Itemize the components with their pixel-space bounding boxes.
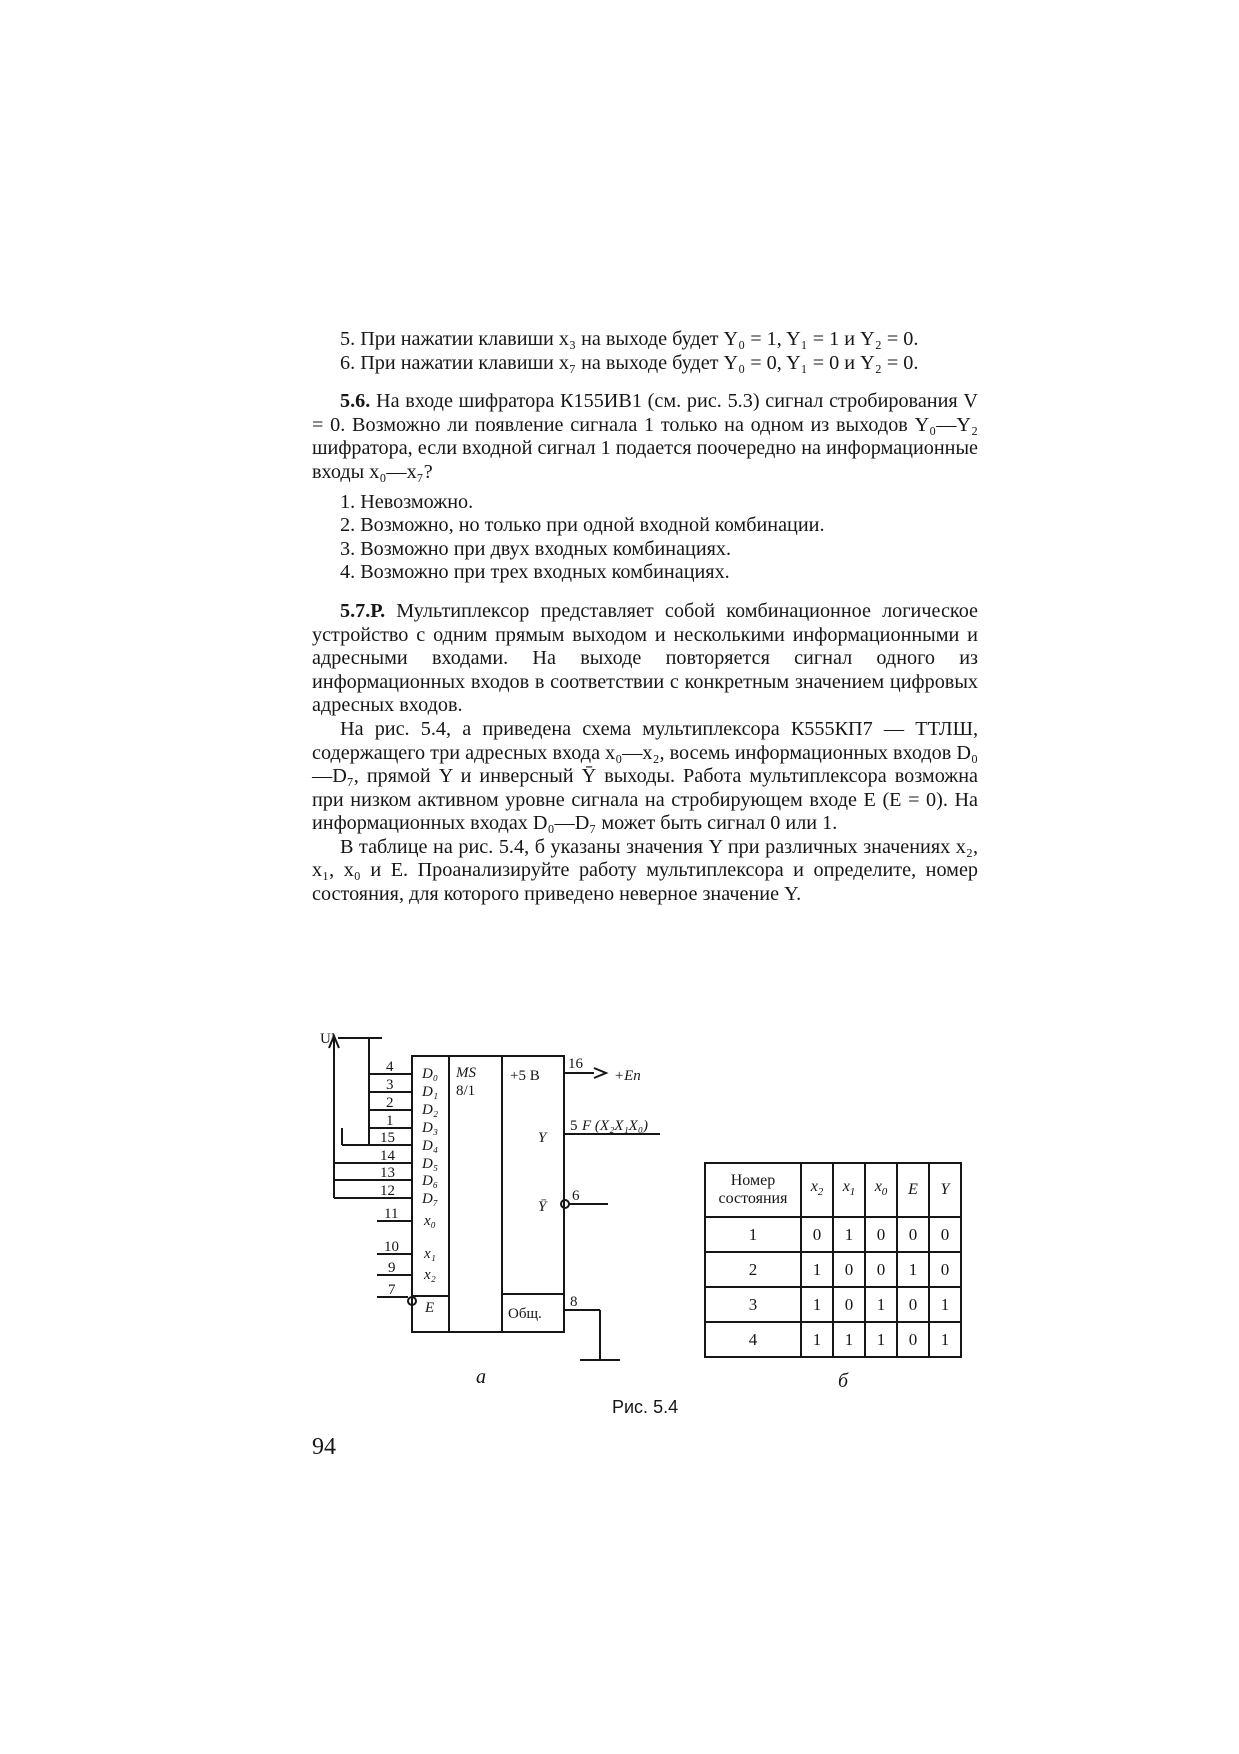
table-row — [705, 1287, 961, 1322]
page-number: 94 — [312, 1434, 336, 1460]
label-d6: D₆ — [422, 1173, 439, 1189]
col-header-e: E — [897, 1163, 929, 1217]
power-rail: +Eп — [614, 1068, 641, 1084]
table-cell: 1 — [929, 1287, 961, 1322]
answer-5: 5. При нажатии клавиши x₃ на выходе будет Y₀ = 1, Y₁ = 1 и Y₂ = 0. — [340, 328, 919, 350]
question-text: Мультиплексор представляет собой комбинационное логическое устройство с одним прямым выходом и несколькими информационными и адресными входами. На выходе повторяется сигнал одного из информационных входов в соответствии с конкретным значением цифровых адресных входов. — [312, 599, 979, 717]
col-header-x0: $x_0$ — [865, 1163, 897, 1217]
question-number: 5.7.Р. — [340, 599, 386, 622]
table-cell: 1 — [801, 1252, 833, 1287]
table-cell: 4 — [705, 1322, 801, 1357]
table-description: В таблице на рис. 5.4, б указаны значения Y при различных значениях x₂, x₁, x₀ и E. Проанализируйте работу мультиплексора и определите, номер состояния, для которого приведено неверное значение Y. — [312, 835, 978, 906]
option-1: 1. Невозможно. — [340, 490, 474, 513]
pin-4: 4 — [386, 1059, 394, 1075]
text-body — [312, 328, 978, 907]
pin-3: 3 — [386, 1077, 394, 1093]
label-x2: x₂ — [424, 1267, 436, 1283]
col-header-x1: $x_1$ — [833, 1163, 865, 1217]
power-label: +5 В — [510, 1068, 540, 1084]
label-d7: D₇ — [422, 1191, 439, 1207]
pin-2: 2 — [386, 1095, 394, 1111]
output-function: F (X₂X₁X₀) — [582, 1118, 649, 1134]
table-cell: 1 — [865, 1322, 897, 1357]
label-d2: D₂ — [422, 1102, 439, 1118]
label-d4: D₄ — [422, 1138, 439, 1154]
question-5-6 — [312, 390, 978, 484]
ratio-label: 8/1 — [456, 1083, 476, 1099]
table-cell: 1 — [801, 1287, 833, 1322]
table-cell: 0 — [865, 1252, 897, 1287]
pin-7: 7 — [388, 1282, 396, 1298]
table-cell: 2 — [705, 1252, 801, 1287]
table-cell: 0 — [833, 1252, 865, 1287]
y-label: Y — [538, 1130, 547, 1146]
table-cell: 0 — [897, 1322, 929, 1357]
label-e: E — [425, 1300, 435, 1316]
state-table — [704, 1162, 962, 1358]
supply-label: U¹ — [320, 1031, 336, 1047]
table-cell: 0 — [865, 1217, 897, 1252]
pin-16: 16 — [568, 1056, 583, 1072]
table-cell: 0 — [897, 1287, 929, 1322]
question-text: На входе шифратора К155ИВ1 (см. рис. 5.3) сигнал стробирования V = 0. Возможно ли появление сигнала 1 только на одном из выходов Y₀—Y₂ шифратора, если входной сигнал 1 подается поочередно на информационные входы x₀—x₇? — [312, 390, 978, 483]
table-cell: 1 — [929, 1322, 961, 1357]
ms-label: MS — [456, 1065, 476, 1081]
table-cell: 1 — [865, 1287, 897, 1322]
col-header-number: Номер состояния — [705, 1163, 801, 1217]
question-number: 5.6. — [340, 390, 371, 413]
label-x0: x₀ — [424, 1213, 436, 1229]
col-header-y: Y — [929, 1163, 961, 1217]
table-cell: 0 — [833, 1287, 865, 1322]
table-row — [705, 1217, 961, 1252]
figure-label-b: б — [838, 1370, 849, 1392]
option-4: 4. Возможно при трех входных комбинациях. — [340, 561, 730, 584]
table-row — [705, 1252, 961, 1287]
table-cell: 1 — [833, 1217, 865, 1252]
table-cell: 1 — [833, 1322, 865, 1357]
ybar-label: Ȳ — [538, 1199, 547, 1215]
option-3: 3. Возможно при двух входных комбинациях. — [340, 537, 732, 560]
table-cell: 0 — [929, 1252, 961, 1287]
table-cell: 0 — [929, 1217, 961, 1252]
table-cell: 0 — [897, 1217, 929, 1252]
table-row — [705, 1322, 961, 1357]
pin-11: 11 — [384, 1206, 399, 1222]
pin-15: 15 — [380, 1130, 395, 1146]
pin-5: 5 — [570, 1118, 578, 1134]
pin-12: 12 — [380, 1183, 395, 1199]
option-2: 2. Возможно, но только при одной входной комбинации. — [340, 514, 825, 537]
figure-caption: Рис. 5.4 — [612, 1397, 679, 1417]
pin-1: 1 — [386, 1113, 394, 1129]
pin-10: 10 — [384, 1239, 399, 1255]
col-header-x2: $x_2$ — [801, 1163, 833, 1217]
label-d5: D₅ — [422, 1156, 439, 1172]
pin-8: 8 — [570, 1294, 578, 1310]
label-x1: x₁ — [424, 1246, 436, 1262]
figure-label-a: а — [476, 1366, 486, 1388]
pin-9: 9 — [388, 1260, 396, 1276]
pin-14: 14 — [380, 1148, 395, 1164]
table-cell: 0 — [801, 1217, 833, 1252]
label-d3: D₃ — [422, 1120, 439, 1136]
label-d1: D₁ — [422, 1084, 439, 1100]
table-cell: 1 — [801, 1322, 833, 1357]
question-5-7 — [312, 600, 978, 718]
pin-6: 6 — [572, 1188, 580, 1204]
table-cell: 3 — [705, 1287, 801, 1322]
pin-13: 13 — [380, 1165, 395, 1181]
figure-description: На рис. 5.4, а приведена схема мультиплексора К555КП7 — ТТЛШ, содержащего три адресных входа x₀—x₂, восемь информационных входов D₀—D₇, прямой Y и инверсный Ȳ выходы. Работа мультиплексора возможна при низком активном уровне сигнала на стробирующем входе E (E = 0). На информационных входах D₀—D₇ может быть сигнал 0 или 1. — [312, 717, 978, 835]
table-cell: 1 — [705, 1217, 801, 1252]
answer-6: 6. При нажатии клавиши x₇ на выходе будет Y₀ = 0, Y₁ = 0 и Y₂ = 0. — [340, 351, 919, 374]
table-header-row — [705, 1163, 961, 1217]
label-d0: D₀ — [422, 1066, 439, 1082]
gnd-label: Общ. — [508, 1306, 542, 1322]
table-cell: 1 — [897, 1252, 929, 1287]
